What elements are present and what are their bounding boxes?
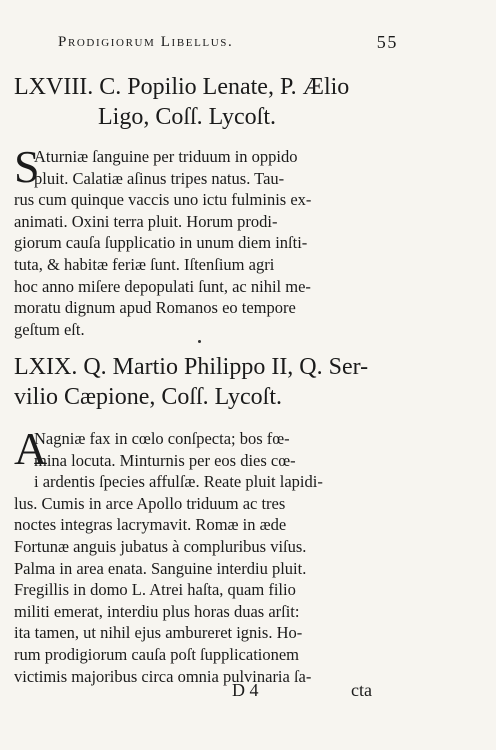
- text-line: Fortunæ anguis jubatus à compluribus viſus.: [14, 536, 307, 556]
- heading-line: LXVIII. C. Popilio Lenate, P. Ælio: [14, 74, 350, 100]
- running-title: Prodigiorum Libellus.: [58, 34, 234, 50]
- signature-mark: D 4: [232, 680, 259, 700]
- text-line: noctes integras lacrymavit. Romæ in æde: [14, 515, 287, 535]
- heading-line: vilio Cæpione, Coſſ. Lycoſt.: [14, 384, 283, 410]
- text-line: militi emerat, interdiu plus horas duas arſit:: [14, 601, 300, 621]
- drop-cap: S: [14, 141, 40, 192]
- text-line: ita tamen, ut nihil ejus ambureret ignis. Ho-: [14, 623, 303, 643]
- drop-cap: A: [14, 423, 48, 474]
- running-head: [58, 32, 398, 54]
- text-line: geſtum eſt.: [14, 319, 85, 339]
- text-line: Nagniæ fax in cœlo conſpecta; bos fœ-: [34, 429, 290, 448]
- ink-dot: [198, 340, 201, 343]
- section-heading-lxix: [14, 352, 390, 412]
- text-line: Fregillis in domo L. Atrei haſta, quam filio: [14, 580, 296, 600]
- text-line: victimis majoribus circa omnia pulvinaria ſa-: [14, 666, 312, 686]
- text-line: tuta, & habitæ feriæ ſunt. Iſtenſium agri: [14, 254, 275, 274]
- text-line: moratu dignum apud Romanos eo tempore: [14, 298, 296, 318]
- text-line: Palma in area enata. Sanguine interdiu pluit.: [14, 558, 307, 578]
- text-line: mina locuta. Minturnis per eos dies cœ-: [34, 450, 296, 470]
- heading-line: LXIX. Q. Martio Philippo II, Q. Ser-: [14, 354, 369, 380]
- text-line: i ardentis ſpecies affulſæ. Reate pluit lapidi-: [34, 472, 323, 492]
- text-line: rum prodigiorum cauſa poſt ſupplicationem: [14, 644, 300, 664]
- text-line: hoc anno miſere depopulati ſunt, ac nihil me-: [14, 276, 311, 296]
- text-line: giorum cauſa ſupplicatio in unum diem inſti-: [14, 233, 308, 253]
- heading-line: Ligo, Coſſ. Lycoſt.: [98, 104, 276, 130]
- page-footer: [0, 680, 496, 704]
- text-line: Aturniæ ſanguine per triduum in oppido: [34, 147, 298, 166]
- catchword: cta: [351, 680, 372, 700]
- paragraph-lxviii: [14, 141, 376, 340]
- page-number: 55: [376, 32, 398, 52]
- text-line: pluit. Calatiæ aſinus tripes natus. Tau-: [34, 168, 285, 188]
- text-line: rus cum quinque vaccis uno ictu fulminis ex-: [14, 190, 312, 210]
- text-line: lus. Cumis in arce Apollo triduum ac tres: [14, 493, 286, 513]
- section-heading-lxviii: [14, 72, 390, 132]
- text-line: animati. Oxini terra pluit. Horum prodi-: [14, 211, 278, 231]
- paragraph-lxix: [14, 423, 376, 687]
